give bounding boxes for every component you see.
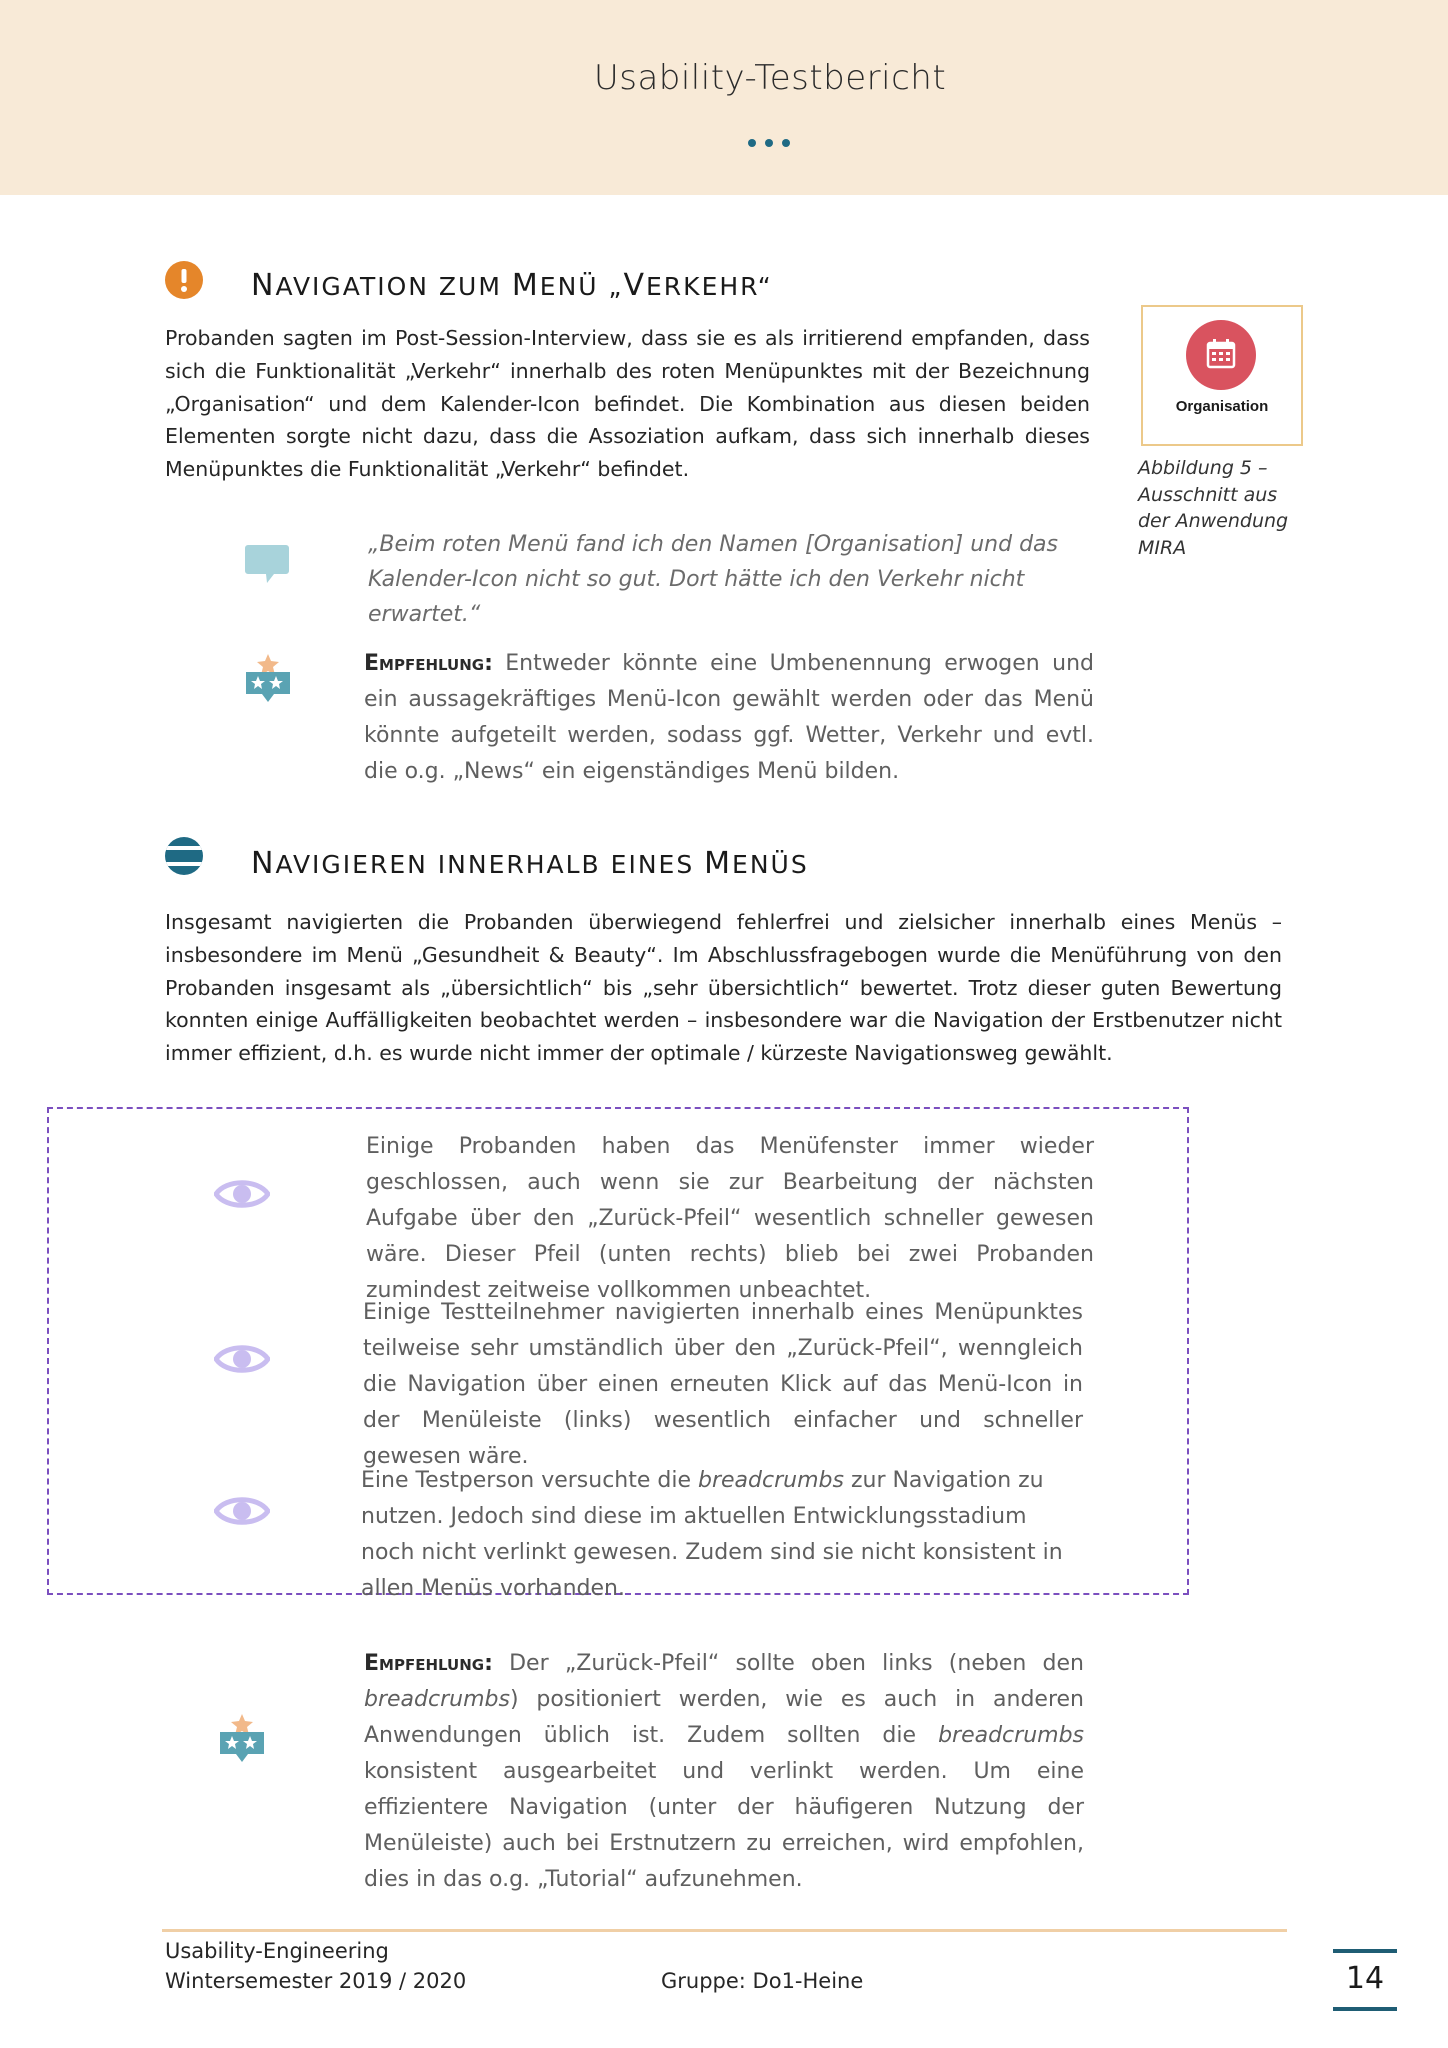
footer-course: Usability-Engineering [165, 1939, 389, 1963]
menu-bars-icon [164, 836, 204, 881]
speech-bubble-icon [244, 543, 290, 590]
title-dots-ornament [748, 139, 790, 147]
document-title: Usability-Testbericht [593, 58, 947, 98]
recommendation-label: Empfehlung: [364, 1651, 493, 1676]
footer-group: Gruppe: Do1-Heine [661, 1969, 864, 1993]
organisation-label: Organisation [1175, 398, 1269, 415]
warning-icon [164, 260, 204, 305]
observation-3: Eine Testperson versuchte die breadcrumbs zur Navigation zu nutzen. Jedoch sind diese im aktuellen Entwicklungsstadium noch nicht verlinkt gewesen. Zudem sind sie nicht konsistent in allen Menüs vorhanden. [361, 1468, 1063, 1601]
eye-icon [214, 1493, 270, 1534]
section-heading-verkehr: NAVIGATION ZUM MENÜ „VERKEHR“ [251, 268, 773, 303]
recommendation-star-icon [218, 1714, 266, 1771]
section2-paragraph: Insgesamt navigierten die Probanden überwiegend fehlerfrei und zielsicher innerhalb eines Menüs – insbesondere im Menü „Gesundheit & Beauty“. Im Abschlussfragebogen wurde die Menüführung von den Probanden insgesamt als „übersichtlich“ bis „sehr übersichtlich“ bewertet. Trotz dieser guten Bewertung konnten einige Auffälligkeiten beobachtet werden – insbesondere war die Navigation der Erstbenutzer nicht immer effizient, d.h. es wurde nicht immer der optimale / kürzeste Navigationsweg gewählt. [165, 910, 1282, 1066]
footer-rule [162, 1929, 1287, 1932]
recommendation-1: Empfehlung: Entweder könnte eine Umbenennung erwogen und ein aussagekräftiges Menü-Icon gewählt werden oder das Menü könnte aufgeteilt werden, sodass ggf. Wetter, Verkehr und evtl. die o.g. „News“ ein eigenständiges Menü bilden. [364, 651, 1094, 784]
eye-icon [214, 1176, 270, 1217]
figure-caption: Abbildung 5 – Ausschnitt aus der Anwendung MIRA [1138, 457, 1289, 559]
figure-organisation-screenshot [1141, 305, 1303, 446]
page-number: 14 [1333, 1949, 1397, 2011]
observation-2: Einige Testteilnehmer navigierten innerhalb eines Menüpunktes teilweise sehr umständlich über den „Zurück-Pfeil“, wenngleich die Navigation über einen erneuten Klick auf das Menü-Icon in der Menüleiste (links) wesentlich einfacher und schneller gewesen wäre. [363, 1300, 1083, 1469]
recommendation-2: Empfehlung: Der „Zurück-Pfeil“ sollte oben links (neben den breadcrumbs) positioniert werden, wie es auch in anderen Anwendungen üblich ist. Zudem sollten die breadcrumbs konsistent ausgearbeitet und verlinkt werden. Um eine effizientere Navigation (unter der häufigeren Nutzung der Menüleiste) auch bei Erstnutzern zu erreichen, wird empfohlen, dies in das o.g. „Tutorial“ aufzunehmen. [364, 1651, 1084, 1892]
footer-semester: Wintersemester 2019 / 2020 [165, 1969, 467, 1993]
eye-icon [214, 1341, 270, 1382]
organisation-menu-button [1186, 320, 1256, 390]
user-quote: „Beim roten Menü fand ich den Namen [Organisation] und das Kalender-Icon nicht so gut. Dort hätte ich den Verkehr nicht erwartet.“ [368, 532, 1058, 627]
recommendation-label: Empfehlung: [364, 651, 493, 676]
section1-paragraph: Probanden sagten im Post-Session-Interview, dass sie es als irritierend empfanden, dass sich die Funktionalität „Verkehr“ innerhalb des roten Menüpunktes mit der Bezeichnung „Organisation“ und dem Kalender-Icon befindet. Die Kombination aus diesen beiden Elementen sorgte nicht dazu, dass die Assoziation aufkam, dass sich innerhalb dieses Menüpunktes die Funktionalität „Verkehr“ befindet. [165, 326, 1090, 482]
calendar-icon [1206, 339, 1236, 369]
section-heading-navigieren: NAVIGIEREN INNERHALB EINES MENÜS [251, 846, 809, 881]
observation-1: Einige Probanden haben das Menüfenster immer wieder geschlossen, auch wenn sie zur Bearbeitung der nächsten Aufgabe über den „Zurück-Pfeil“ wesentlich schneller gewesen wäre. Dieser Pfeil (unten rechts) blieb bei zwei Probanden zumindest zeitweise vollkommen unbeachtet. [366, 1134, 1094, 1303]
recommendation-star-icon [244, 654, 292, 711]
